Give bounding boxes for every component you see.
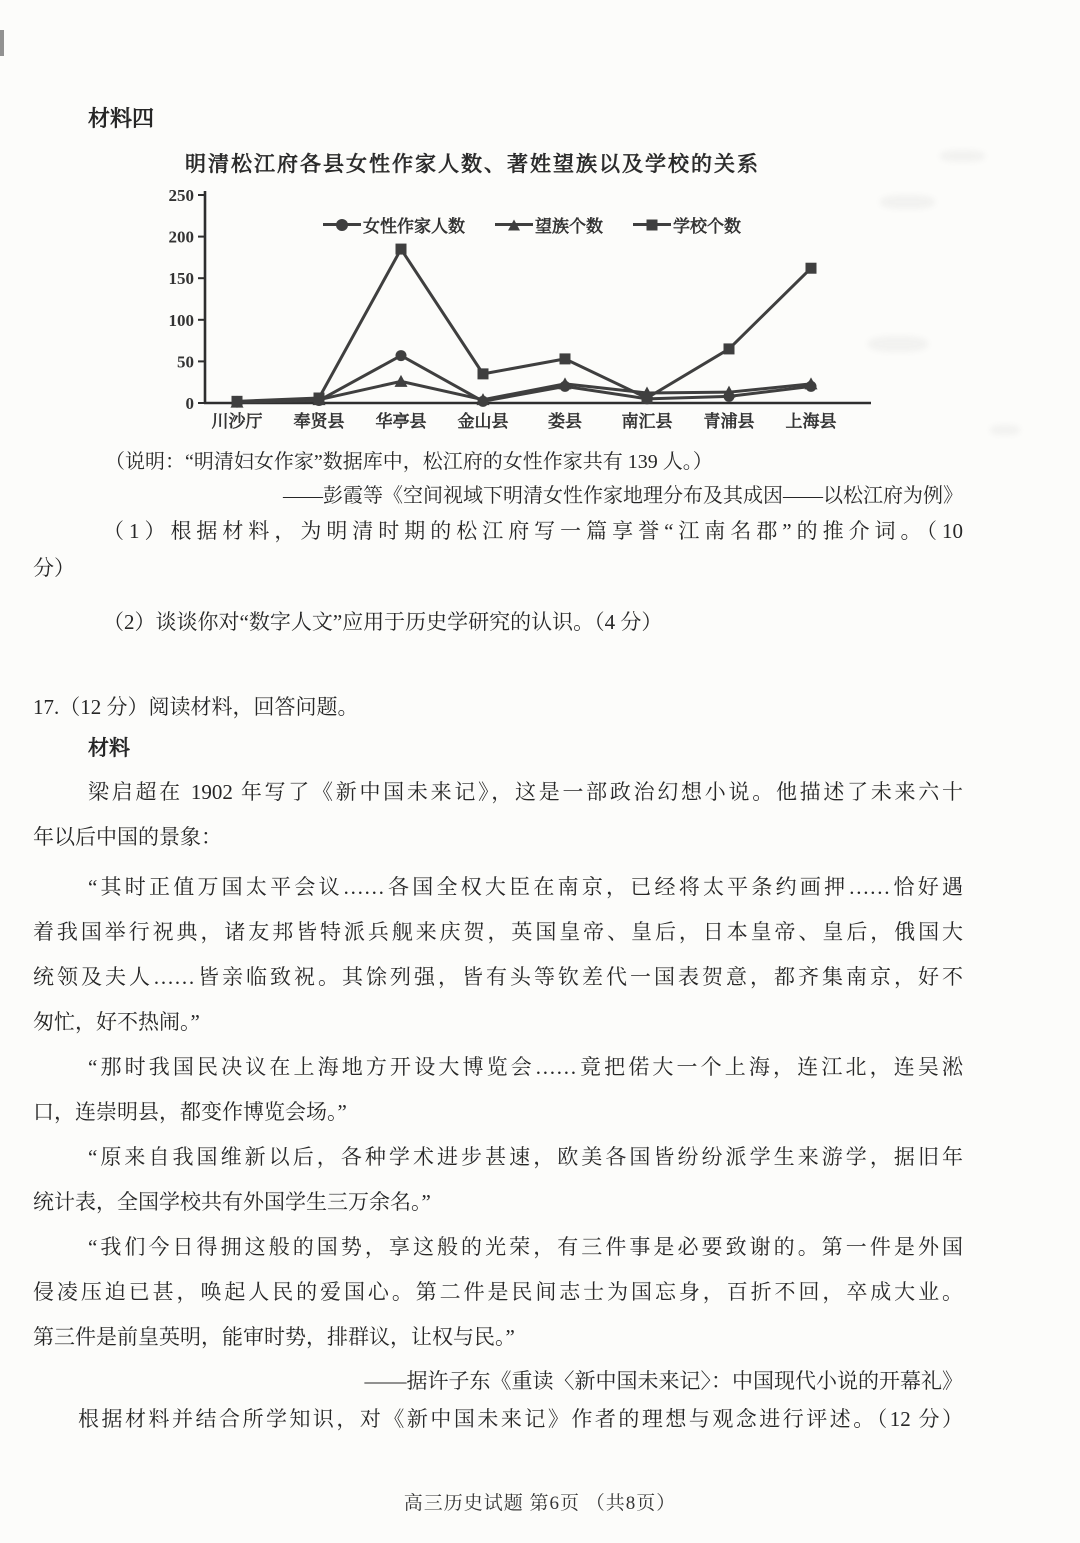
legend-line xyxy=(323,223,361,226)
question-1-text-cont: 分） xyxy=(33,556,75,580)
material-label: 材料 xyxy=(88,736,130,760)
legend-label: 学校个数 xyxy=(673,217,741,236)
svg-text:娄县: 娄县 xyxy=(548,412,582,431)
material-4-label: 材料四 xyxy=(88,106,155,131)
line-chart xyxy=(165,182,885,447)
legend-item-schools xyxy=(633,212,741,237)
svg-text:南汇县: 南汇县 xyxy=(621,412,673,431)
paragraph-line: “其时正值万国太平会议……各国全权大臣在南京，已经将太平条约画押……恰好遇 xyxy=(88,875,963,899)
question-17-heading: 17.（12 分）阅读材料，回答问题。 xyxy=(33,695,359,719)
paragraph-line: 侵凌压迫已甚，唤起人民的爱国心。第二件是民间志士为国忘身，百折不回，卒成大业。 xyxy=(33,1280,963,1304)
scan-smudge xyxy=(940,150,985,162)
svg-text:50: 50 xyxy=(177,352,194,372)
svg-text:200: 200 xyxy=(168,227,194,247)
svg-text:上海县: 上海县 xyxy=(785,412,837,431)
legend-line xyxy=(495,223,533,226)
svg-text:100: 100 xyxy=(168,310,194,330)
paragraph-line: 梁启超在 1902 年写了《新中国未来记》，这是一部政治幻想小说。他描述了未来六十 xyxy=(88,780,963,804)
svg-text:华亭县: 华亭县 xyxy=(375,412,427,431)
circle-marker-icon xyxy=(336,219,348,231)
question-17-task: 根据材料并结合所学知识，对《新中国未来记》作者的理想与观念进行评述。（12 分） xyxy=(78,1407,963,1431)
legend-label: 望族个数 xyxy=(535,217,603,236)
legend-line xyxy=(633,223,671,226)
svg-text:0: 0 xyxy=(185,394,194,413)
svg-text:川沙厅: 川沙厅 xyxy=(211,412,263,431)
scan-smudge xyxy=(880,195,935,209)
question-1-text: （1）根据材料，为明清时期的松江府写一篇享誉“江南名郡”的推介词。（10 xyxy=(103,519,963,543)
triangle-marker-icon xyxy=(508,219,520,230)
paragraph-line: “我们今日得拥这般的国势，享这般的光荣，有三件事是必要致谢的。第一件是外国 xyxy=(88,1235,963,1259)
legend-item-clans xyxy=(495,212,603,237)
svg-text:奉贤县: 奉贤县 xyxy=(293,412,345,431)
paragraph-line: 统计表，全国学校共有外国学生三万余名。” xyxy=(33,1190,431,1214)
svg-text:150: 150 xyxy=(168,269,194,289)
paragraph-line: 第三件是前皇英明，能审时势，排群议，让权与民。” xyxy=(33,1325,515,1349)
paragraph-line: 着我国举行祝典，诸友邦皆特派兵舰来庆贺，英国皇帝、皇后，日本皇帝、皇后，俄国大 xyxy=(33,920,963,944)
legend-label: 女性作家人数 xyxy=(363,217,465,236)
scan-edge-mark xyxy=(0,30,4,56)
chart-source-citation: ——彭霞等《空间视域下明清女性作家地理分布及其成因——以松江府为例》 xyxy=(283,485,963,507)
chart-title: 明清松江府各县女性作家人数、著姓望族以及学校的关系 xyxy=(185,152,760,176)
svg-text:250: 250 xyxy=(168,186,194,205)
chart-note: （说明：“明清妇女作家”数据库中，松江府的女性作家共有 139 人。） xyxy=(105,451,713,473)
paragraph-line: 匆忙，好不热闹。” xyxy=(33,1010,200,1034)
paragraph-line: 统领及夫人……皆亲临致祝。其馀列强，皆有头等钦差代一国表贺意，都齐集南京，好不 xyxy=(33,965,963,989)
chart-legend xyxy=(323,212,741,237)
paragraph-line: “那时我国民决议在上海地方开设大博览会……竟把偌大一个上海，连江北，连吴淞 xyxy=(88,1055,963,1079)
material-source-citation: ——据许子东《重读〈新中国未来记〉：中国现代小说的开幕礼》 xyxy=(364,1369,963,1393)
paragraph-line: 年以后中国的景象： xyxy=(33,825,222,849)
svg-text:青浦县: 青浦县 xyxy=(703,412,755,431)
svg-text:金山县: 金山县 xyxy=(457,412,509,431)
question-2-text: （2）谈谈你对“数字人文”应用于历史学研究的认识。（4 分） xyxy=(103,610,663,634)
scan-smudge xyxy=(990,425,1020,435)
paragraph-line: “原来自我国维新以后，各种学术进步甚速，欧美各国皆纷纷派学生来游学，据旧年 xyxy=(88,1145,963,1169)
paragraph-line: 口，连崇明县，都变作博览会场。” xyxy=(33,1100,347,1124)
square-marker-icon xyxy=(647,219,658,230)
legend-item-writers xyxy=(323,212,465,237)
page-footer: 高三历史试题 第6页 （共8页） xyxy=(403,1493,677,1514)
